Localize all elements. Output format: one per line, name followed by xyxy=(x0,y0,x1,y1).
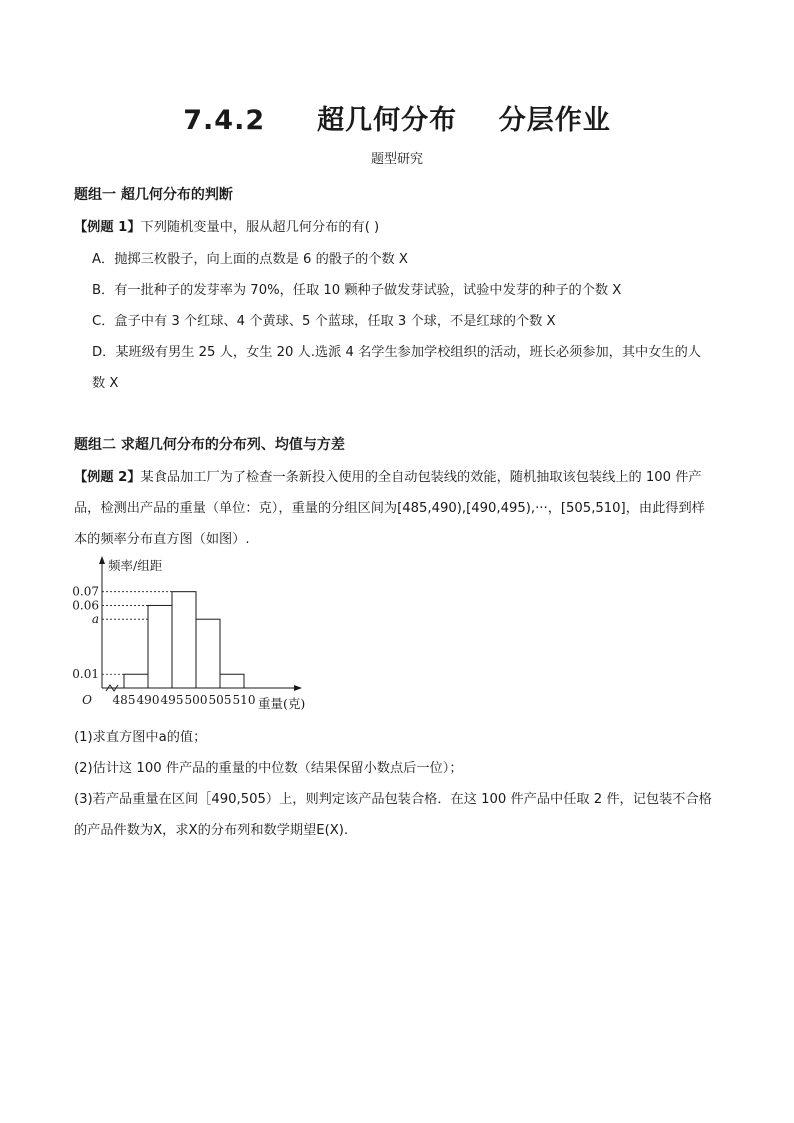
page-title: 7.4.2 超几何分布 分层作业 xyxy=(183,105,611,136)
example1-label: 【例题 1】 xyxy=(74,220,141,235)
axis-break-mark xyxy=(106,685,118,691)
x-tick-label-500: 500 xyxy=(184,693,208,707)
x-tick-label-490: 490 xyxy=(136,693,160,707)
x-tick-label-510: 510 xyxy=(232,693,256,707)
origin-label: O xyxy=(82,693,92,707)
option-d: D．某班级有男生 25 人，女生 20 人.选派 4 名学生参加学校组织的活动，班长必须参加，其中女生的人 xyxy=(92,345,701,360)
example2-label: 【例题 2】 xyxy=(74,470,141,485)
x-tick-label-485: 485 xyxy=(112,693,136,707)
question-3: (3)若产品重量在区间［490,505）上，则判定该产品包装合格．在这 100 件产品中任取 2 件，记包装不合格 xyxy=(74,792,712,807)
question-3-continued: 的产品件数为X，求X的分布列和数学期望E(X). xyxy=(74,823,349,838)
group1-heading: 题组一 超几何分布的判断 xyxy=(74,187,233,203)
question-1: (1)求直方图中a的值； xyxy=(74,730,207,745)
x-axis-arrow xyxy=(294,685,302,691)
option-c: C．盒子中有 3 个红球、4 个黄球、5 个蓝球，任取 3 个球，不是红球的个数 X xyxy=(92,314,556,329)
page-subtitle: 题型研究 xyxy=(370,152,423,167)
option-a: A．抛掷三枚骰子，向上面的点数是 6 的骰子的个数 X xyxy=(92,252,408,267)
x-tick-label-505: 505 xyxy=(208,693,232,707)
histogram-bar-485-490 xyxy=(124,674,148,688)
option-b: B．有一批种子的发芽率为 70%，任取 10 颗种子做发芽试验，试验中发芽的种子的个数 X xyxy=(92,283,622,298)
example2-intro-3: 本的频率分布直方图（如图）. xyxy=(74,532,250,547)
x-tick-label-495: 495 xyxy=(160,693,184,707)
y-axis-label: 频率/组距 xyxy=(108,558,163,573)
x-axis-label: 重量(克) xyxy=(258,696,306,711)
y-tick-label-2: 0.06 xyxy=(72,598,99,613)
group2-heading: 题组二 求超几何分布的分布列、均值与方差 xyxy=(74,437,345,453)
example1-question: 下列随机变量中，服从超几何分布的有( ) xyxy=(140,220,380,235)
option-d-continued: 数 X xyxy=(92,376,119,391)
y-tick-label-1: 0.07 xyxy=(72,584,99,599)
histogram-bar-500-505 xyxy=(196,619,220,688)
y-tick-label-3: a xyxy=(91,612,99,627)
histogram-bar-505-510 xyxy=(220,674,244,688)
histogram-bar-495-500 xyxy=(172,592,196,688)
y-axis-arrow xyxy=(99,556,105,564)
example2-intro-1: 某食品加工厂为了检查一条新投入使用的全自动包装线的效能，随机抽取该包装线上的 100 件产 xyxy=(140,470,702,485)
y-tick-label-4: 0.01 xyxy=(72,667,99,682)
question-2: (2)估计这 100 件产品的重量的中位数（结果保留小数点后一位）； xyxy=(74,761,463,776)
frequency-histogram xyxy=(66,556,326,718)
example2-intro-2: 品，检测出产品的重量（单位：克），重量的分组区间为[485,490),[490,495),···，[505,510]，由此得到样 xyxy=(74,501,705,516)
example2-line-1 xyxy=(74,466,702,485)
example1-line xyxy=(74,216,379,235)
histogram-bar-490-495 xyxy=(148,605,172,688)
